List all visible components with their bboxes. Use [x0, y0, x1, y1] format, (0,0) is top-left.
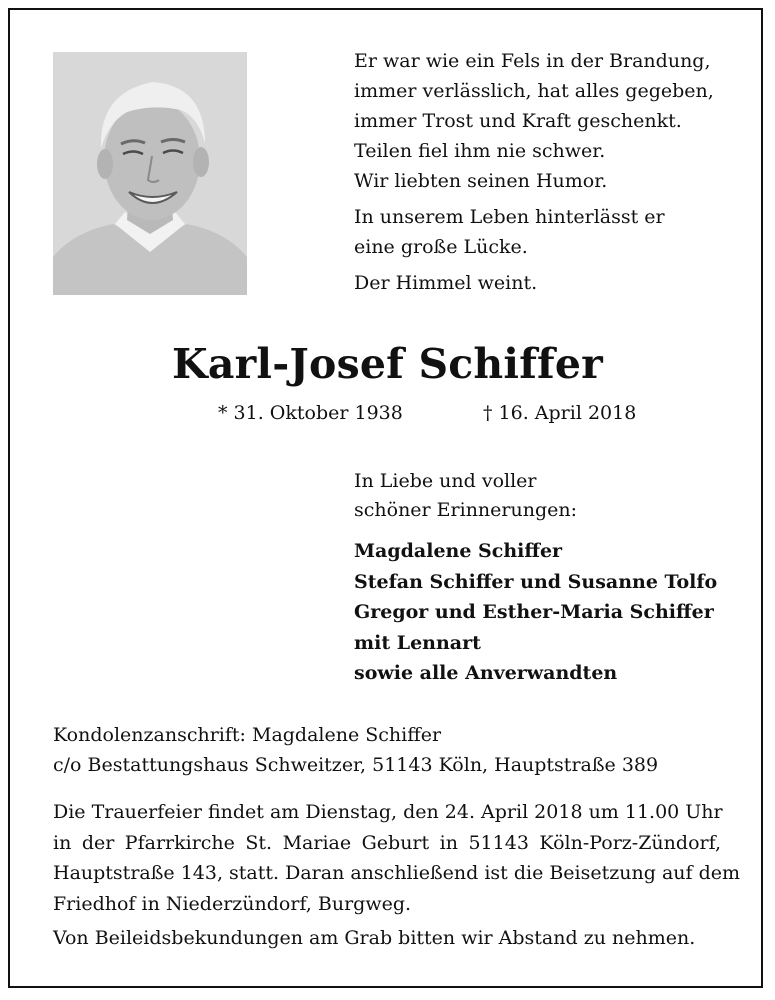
ceremony-line: in der Pfarrkirche St. Mariae Geburt in 51143 Köln-Porz-Zündorf,	[53, 831, 721, 854]
mourner-name: Magdalene Schiffer	[354, 540, 563, 562]
mourners-list	[354, 536, 717, 689]
death-date: † 16. April 2018	[483, 402, 637, 424]
poem-line: In unserem Leben hinterlässt er	[354, 206, 665, 228]
poem-stanza	[354, 46, 734, 196]
poem-line: immer verlässlich, hat alles gegeben,	[354, 80, 714, 102]
address-line: c/o Bestattungshaus Schweitzer, 51143 Köln, Hauptstraße 389	[53, 754, 659, 776]
poem-stanza	[354, 202, 734, 262]
ceremony-info	[53, 797, 741, 919]
poem-line: Der Himmel weint.	[354, 272, 538, 294]
poem-line: eine große Lücke.	[354, 236, 528, 258]
memorial-poem	[354, 46, 734, 304]
closing-note: Von Beileidsbekundungen am Grab bitten wir Abstand zu nehmen.	[53, 927, 696, 949]
poem-line: Wir liebten seinen Humor.	[354, 170, 608, 192]
ceremony-line: Friedhof in Niederzündorf, Burgweg.	[53, 892, 412, 915]
poem-line: Er war wie ein Fels in der Brandung,	[354, 50, 711, 72]
intro-line: schöner Erinnerungen:	[354, 499, 578, 521]
intro-line: In Liebe und voller	[354, 470, 537, 492]
deceased-name: Karl-Josef Schiffer	[172, 340, 603, 388]
portrait-photo	[53, 52, 247, 295]
mourners-intro	[354, 467, 577, 525]
mourner-name: Gregor und Esther-Maria Schiffer	[354, 601, 714, 623]
ceremony-line: Die Trauerfeier findet am Dienstag, den 24. April 2018 um 11.00 Uhr	[53, 801, 723, 823]
mourner-name: sowie alle Anverwandten	[354, 662, 618, 684]
mourner-name: mit Lennart	[354, 631, 481, 654]
condolence-address	[53, 720, 658, 780]
mourner-name: Stefan Schiffer und Susanne Tolfo	[354, 570, 718, 593]
poem-stanza	[354, 268, 734, 298]
ceremony-line: Hauptstraße 143, statt. Daran anschließend ist die Beisetzung auf dem	[53, 862, 741, 884]
poem-line: immer Trost und Kraft geschenkt.	[354, 110, 682, 132]
poem-line: Teilen fiel ihm nie schwer.	[354, 140, 606, 162]
address-line: Kondolenzanschrift: Magdalene Schiffer	[53, 724, 442, 746]
birth-date: * 31. Oktober 1938	[218, 402, 403, 424]
